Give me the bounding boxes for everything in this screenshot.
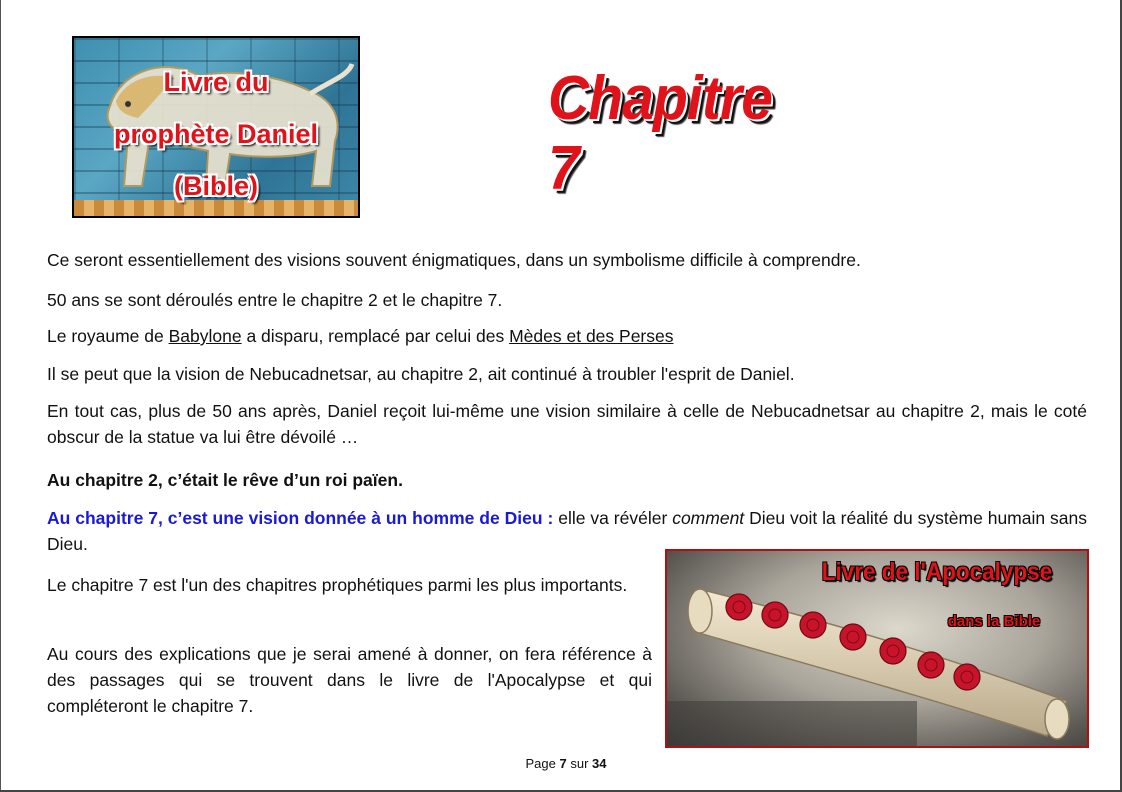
paragraph-8: Le chapitre 7 est l'un des chapitres prophétiques parmi les plus importants.: [47, 575, 628, 595]
paragraph-7-italic: comment: [672, 508, 745, 528]
paragraph-5: En tout cas, plus de 50 ans après, Daniel reçoit lui-même une vision similaire à celle de Nebucadnetsar au chapitre 2, mais le coté obscur de la statue va lui être dévoilé …: [47, 401, 1087, 447]
babylone-link[interactable]: Babylone: [168, 326, 242, 346]
daniel-banner-image: [72, 36, 360, 218]
medes-perses-link[interactable]: Mèdes et des Perses: [509, 326, 674, 346]
page-total: 34: [592, 756, 607, 771]
apocalypse-title: Livre de l'Apocalypse: [821, 558, 1053, 586]
paragraph-7-text-b: Dieu voit la réalité du système humain sans Dieu.: [47, 508, 1087, 554]
banner-line-2: prophète Daniel: [113, 119, 319, 149]
of-label: sur: [570, 756, 589, 771]
paragraph-3-text-b: a disparu, remplacé par celui des: [241, 326, 510, 346]
paragraph-6: Au chapitre 2, c’était le rêve d’un roi païen.: [47, 470, 403, 490]
banner-title: [74, 56, 358, 212]
paragraph-7-emphasis: Au chapitre 7, c’est une vision donnée à un homme de Dieu :: [47, 508, 554, 528]
paragraph-1: Ce seront essentiellement des visions souvent énigmatiques, dans un symbolisme difficile à comprendre.: [47, 250, 861, 270]
apocalypse-image: [665, 549, 1089, 748]
banner-line-1: Livre du: [163, 67, 269, 97]
paragraph-3: [47, 323, 673, 349]
paragraph-2: 50 ans se sont déroulés entre le chapitre 2 et le chapitre 7.: [47, 290, 503, 310]
page-footer: [0, 756, 1122, 771]
apocalypse-subtitle: dans la Bible: [947, 613, 1041, 630]
banner-line-3: (Bible): [174, 171, 258, 201]
paragraph-7-text-a: elle va révéler: [553, 508, 673, 528]
page-border-left: [0, 0, 1, 792]
page-label: Page: [525, 756, 556, 771]
paragraph-9: Au cours des explications que je serai amené à donner, on fera référence à des passages qui se trouvent dans le livre de l'Apocalypse et qui compléteront le chapitre 7.: [47, 644, 652, 716]
chapter-title: Chapitre 7: [548, 64, 773, 203]
paragraph-4: Il se peut que la vision de Nebucadnetsar, au chapitre 2, ait continué à troubler l'esprit de Daniel.: [47, 364, 795, 384]
paragraph-3-text-a: Le royaume de: [47, 326, 169, 346]
page-current: 7: [559, 756, 567, 771]
